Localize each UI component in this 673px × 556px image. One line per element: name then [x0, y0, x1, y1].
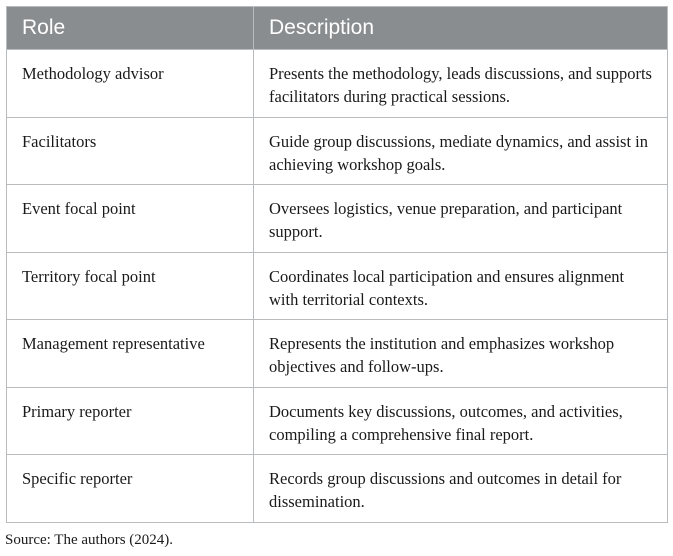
description-cell: Oversees logistics, venue preparation, and participant support.: [254, 185, 668, 253]
table-row: [7, 185, 668, 253]
role-cell: Facilitators: [7, 117, 254, 185]
table-row: [7, 50, 668, 118]
roles-table: [6, 6, 668, 523]
header-role: Role: [7, 7, 254, 50]
table-row: [7, 117, 668, 185]
description-cell: Documents key discussions, outcomes, and activities, compiling a comprehensive final report.: [254, 387, 668, 455]
role-cell: Primary reporter: [7, 387, 254, 455]
source-note: Source: The authors (2024).: [5, 532, 174, 548]
role-cell: Methodology advisor: [7, 50, 254, 118]
description-cell: Coordinates local participation and ensures alignment with territorial contexts.: [254, 252, 668, 320]
description-cell: Guide group discussions, mediate dynamics, and assist in achieving workshop goals.: [254, 117, 668, 185]
header-row: [7, 7, 668, 50]
description-cell: Records group discussions and outcomes in detail for dissemination.: [254, 455, 668, 523]
role-cell: Territory focal point: [7, 252, 254, 320]
description-cell: Represents the institution and emphasizes workshop objectives and follow-ups.: [254, 320, 668, 388]
table-row: [7, 252, 668, 320]
roles-table-container: [6, 6, 667, 523]
table-row: [7, 455, 668, 523]
table-body: [7, 50, 668, 523]
role-cell: Event focal point: [7, 185, 254, 253]
description-cell: Presents the methodology, leads discussions, and supports facilitators during practical sessions.: [254, 50, 668, 118]
header-description: Description: [254, 7, 668, 50]
table-row: [7, 387, 668, 455]
role-cell: Management representative: [7, 320, 254, 388]
role-cell: Specific reporter: [7, 455, 254, 523]
table-header: [7, 7, 668, 50]
table-row: [7, 320, 668, 388]
